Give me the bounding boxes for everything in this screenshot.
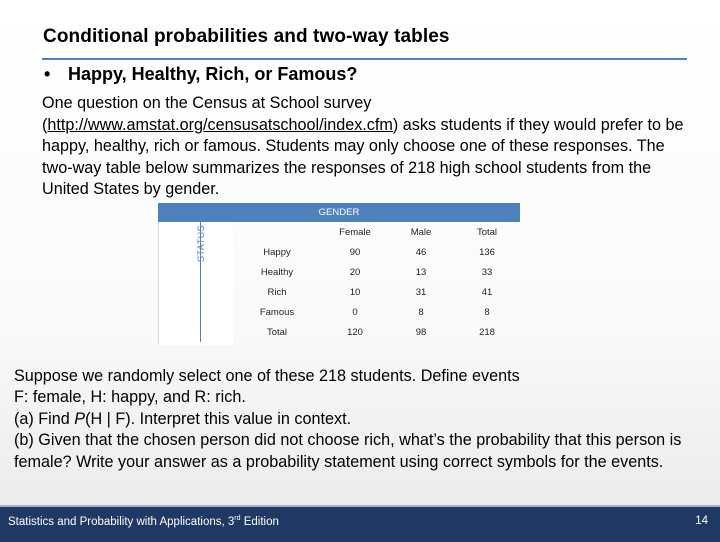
bullet-heading <box>44 64 357 85</box>
cell-male: 46 <box>415 246 427 258</box>
row-label: Rich <box>267 286 287 298</box>
two-way-table <box>232 222 520 342</box>
cell-female: 120 <box>347 326 363 338</box>
bullet-heading-text: Happy, Healthy, Rich, or Famous? <box>68 64 358 84</box>
cell-total: 8 <box>484 306 490 318</box>
page-number: 14 <box>695 515 708 527</box>
question-part-a <box>14 409 714 430</box>
question-line-2: F: female, H: happy, and R: rich. <box>14 388 246 407</box>
part-a-p: P <box>74 409 86 428</box>
table-header-row <box>232 222 520 242</box>
cell-male: 8 <box>418 306 424 318</box>
question-part-b: (b) Given that the chosen person did not choose rich, what’s the probability that this person is female? Write your answer as a probability statement using correct symbols for the events. <box>14 431 682 471</box>
column-header-male: Male <box>410 226 432 238</box>
table-row-healthy <box>232 262 520 282</box>
intro-paragraph <box>42 93 692 201</box>
census-link[interactable]: http://www.amstat.org/censusatschool/index.cfm <box>47 115 393 134</box>
table-row-happy <box>232 242 520 262</box>
footer-sup: rd <box>234 515 241 522</box>
table-row-famous <box>232 302 520 322</box>
cell-female: 0 <box>352 306 358 318</box>
cell-male: 98 <box>415 326 427 338</box>
question-block <box>14 366 714 473</box>
footer-text-b: Edition <box>240 515 279 528</box>
cell-total: 218 <box>479 326 495 338</box>
cell-total: 33 <box>481 266 493 278</box>
cell-total: 41 <box>481 286 493 298</box>
cell-total: 136 <box>479 246 495 258</box>
bullet-dot: • <box>44 64 51 84</box>
column-header-female: Female <box>339 226 371 238</box>
row-label: Healthy <box>260 266 294 278</box>
table-row-rich <box>232 282 520 302</box>
part-a-prefix: (a) Find <box>14 409 75 428</box>
part-a-text: (H | F). Interpret this value in context. <box>85 409 352 428</box>
cell-female: 90 <box>349 246 361 258</box>
question-line-1: Suppose we randomly select one of these 218 students. Define events <box>14 367 520 385</box>
cell-female: 10 <box>349 286 361 298</box>
header-corner <box>232 222 322 242</box>
column-header-total: Total <box>476 226 498 238</box>
gender-header: GENDER <box>158 203 520 222</box>
footer-title <box>8 515 279 528</box>
cell-male: 13 <box>415 266 427 278</box>
status-label: STATUS <box>196 224 206 262</box>
intro-text-1: One question on the Census at School survey ( <box>42 94 372 134</box>
table-row-total <box>232 322 520 342</box>
cell-female: 20 <box>349 266 361 278</box>
row-label: Happy <box>263 246 291 258</box>
title-underline <box>42 58 687 60</box>
row-label: Total <box>266 326 288 338</box>
row-label: Famous <box>259 306 295 318</box>
intro-text-2: ) asks students if they would prefer to be happy, healthy, rich or famous. Students may only choose one of these responses. The two-way table below summarizes the responses of 218 high school students from the United States by gender. <box>42 115 684 199</box>
cell-male: 31 <box>415 286 427 298</box>
footer-text-a: Statistics and Probability with Applications, 3 <box>8 515 235 528</box>
slide-title: Conditional probabilities and two-way tables <box>43 26 450 47</box>
